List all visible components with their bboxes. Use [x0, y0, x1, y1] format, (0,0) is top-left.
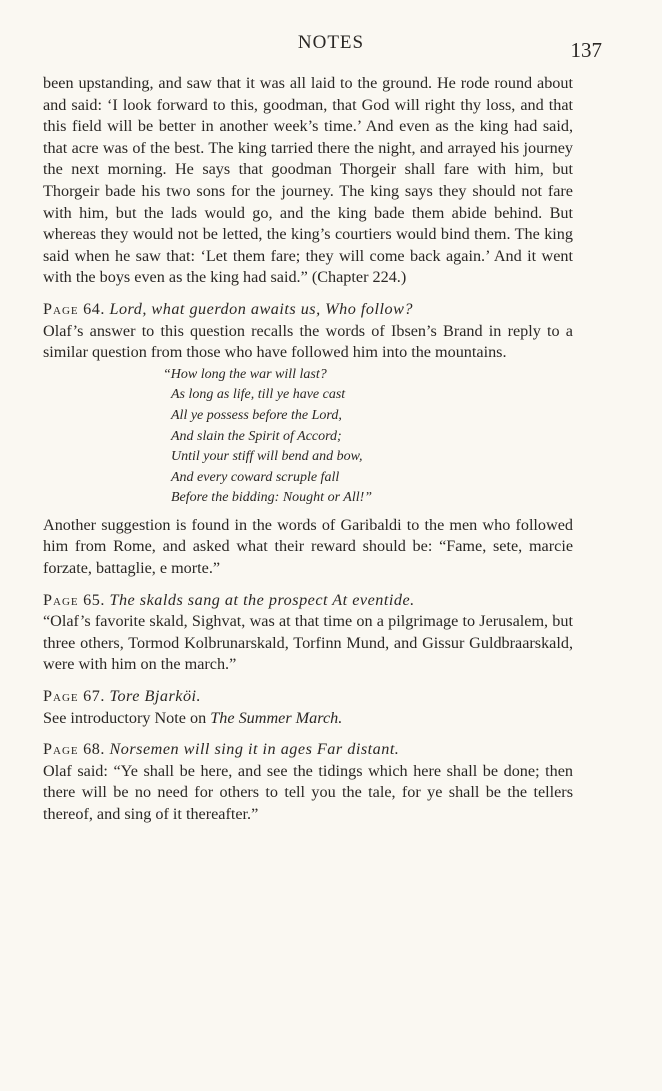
entry-heading: [43, 739, 573, 761]
page-ref: 64.: [83, 299, 105, 318]
poem-line: Until your stiff will bend and bow,: [171, 449, 363, 465]
note-entry-67: [43, 686, 573, 729]
poem-line: And every coward scruple fall: [171, 469, 340, 485]
poem-line: Before the bidding: Nought or All!”: [171, 490, 373, 506]
note-text-lead: See introductory Note on: [43, 708, 211, 727]
note-text-continued: Another suggestion is found in the words of Garibaldi to the men who followed him from Rome, and asked what their reward should be: “Fame, sete, marcie forzate, battaglie, e morte.”: [43, 515, 573, 578]
page-label: Page: [43, 590, 79, 609]
page-ref: 68.: [83, 740, 105, 759]
quoted-line: Tore Bjarköi.: [109, 687, 202, 706]
page-ref: 67.: [83, 687, 105, 706]
poem-quote: [163, 365, 573, 509]
running-head: NOTES: [297, 32, 365, 53]
entry-heading: [43, 686, 573, 708]
note-entry-64: [43, 299, 573, 580]
poem-line: All ye possess before the Lord,: [171, 407, 342, 423]
page-label: Page: [43, 687, 79, 706]
note-text: [43, 708, 573, 730]
note-entry-65: [43, 590, 573, 676]
intro-paragraph: been upstanding, and saw that it was all laid to the ground. He rode round about and said: ‘I look forward to this, goodman, that God will right thy loss, and that this field will be better in another week’s time.’ And even as the king had said, that acre was of the best. The king tarried there the night, and arrayed his journey the next morning. He says that goodman Thorgeir shall fare with him, but Thorgeir bade his two sons for the journey. The king says they should not fare with him, but the lads would go, and the king bade them abide behind. But whereas they would not be letted, the king’s courtiers would bind them. The king said when he saw that: ‘Let them fare; they will come back again.’ And it went with the boys even as the king had said.” (Chapter 224.): [43, 74, 573, 287]
entry-heading: [43, 299, 573, 321]
quoted-line: The skalds sang at the prospect At eventide.: [109, 590, 415, 609]
note-text: Olaf’s answer to this question recalls the words of Ibsen’s Brand in reply to a similar question from those who have followed him into the mountains.: [43, 321, 573, 362]
note-title-ref: The Summer March.: [210, 708, 343, 727]
poem-line: “How long the war will last?: [163, 366, 327, 382]
quoted-line: Lord, what guerdon awaits us, Who follow?: [109, 299, 413, 318]
page-label: Page: [43, 299, 79, 318]
page-number: 137: [570, 38, 602, 62]
note-text: Olaf said: “Ye shall be here, and see the tidings which here shall be done; then there will be no need for others to tell you the tale, for ye shall be the tellers thereof, and sing of it thereafter.”: [43, 761, 573, 823]
notes-body: [43, 73, 573, 826]
page-ref: 65.: [83, 590, 105, 609]
note-entry-68: [43, 739, 573, 825]
page-label: Page: [43, 740, 79, 759]
note-text: “Olaf’s favorite skald, Sighvat, was at that time on a pilgrimage to Jerusalem, but three others, Tormod Kolbrunarskald, Torfinn Mund, and Gissur Guldbraarskald, were with him on the march.”: [43, 612, 573, 674]
quoted-line: Norsemen will sing it in ages Far distant.: [109, 740, 400, 759]
entry-heading: [43, 590, 573, 612]
poem-line: As long as life, till ye have cast: [171, 387, 346, 403]
poem-line: And slain the Spirit of Accord;: [171, 428, 342, 444]
